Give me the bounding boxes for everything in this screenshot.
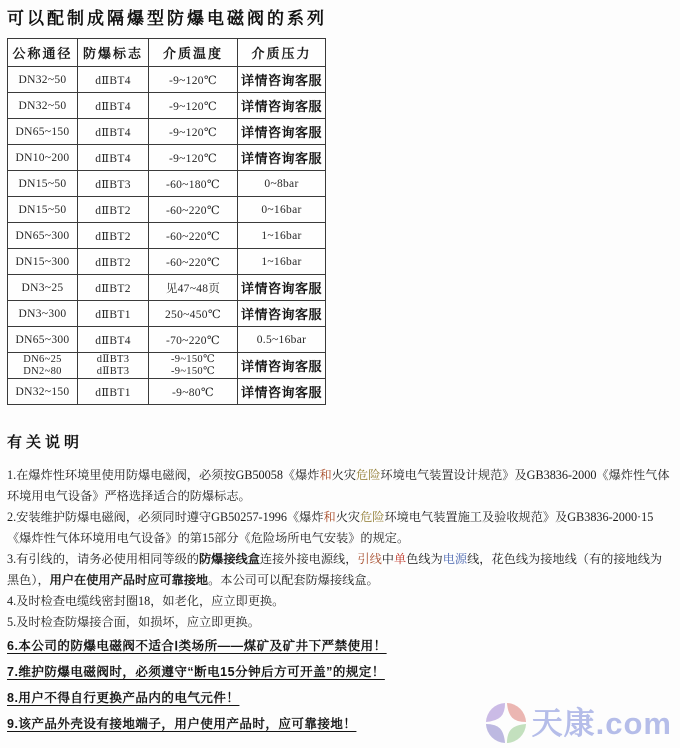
pressure-cell: 0~16bar bbox=[238, 197, 326, 223]
temp-cell: -60~220℃ bbox=[149, 223, 238, 249]
temp-cell: -60~220℃ bbox=[149, 197, 238, 223]
temp-cell: -9~80℃ bbox=[149, 379, 238, 405]
table-row bbox=[8, 67, 326, 93]
temp-cell: -60~180℃ bbox=[149, 171, 238, 197]
page-title: 可以配制成隔爆型防爆电磁阀的系列 bbox=[7, 9, 327, 28]
note-item: 7.维护防爆电磁阀时，必须遵守“断电15分钟后方可开盖”的规定！ bbox=[7, 665, 385, 679]
watermark-brand: 天康 bbox=[531, 705, 596, 741]
note-item: 3.有引线的，请务必使用相同等级的防爆接线盒连接外接电源线，引线中单色线为电源线，花色线为接地线（有的接地线为黑色），用户在使用产品时应可靠接地。本公司可以配套防爆接线盒。 bbox=[7, 552, 663, 587]
note-item: 1.在爆炸性环境里使用防爆电磁阀，必须按GB50058《爆炸和火灾危险环境电气装置设计规范》及GB3836-2000《爆炸性气体环境用电气设备》严格选择适合的防爆标志。 bbox=[7, 468, 670, 503]
mark-cell: dⅡBT1 bbox=[78, 301, 149, 327]
dn-cell: DN10~200 bbox=[8, 145, 78, 171]
note-item: 2.安装维护防爆电磁阀，必须同时遵守GB50257-1996《爆炸和火灾危险环境电气装置施工及验收规范》及GB3836-2000·15《爆炸性气体环境用电气设备》的第15部分《危险场所电气安装》的规定。 bbox=[7, 510, 654, 545]
note-item: 4.及时检查电缆线密封圈18，如老化，应立即更换。 bbox=[7, 594, 285, 608]
note-item: 6.本公司的防爆电磁阀不适合Ⅰ类场所——煤矿及矿井下严禁使用！ bbox=[7, 639, 387, 653]
pressure-cell: 详情咨询客服 bbox=[238, 145, 326, 171]
mark-cell: dⅡBT2 bbox=[78, 249, 149, 275]
pressure-cell: 0.5~16bar bbox=[238, 327, 326, 353]
notes-heading: 有关说明 bbox=[7, 434, 84, 451]
temp-cell: -60~220℃ bbox=[149, 249, 238, 275]
column-header: 防爆标志 bbox=[78, 39, 149, 67]
column-header: 介质温度 bbox=[149, 39, 238, 67]
mark-cell: dⅡBT3 dⅡBT3 bbox=[78, 353, 149, 379]
temp-cell: -9~120℃ bbox=[149, 93, 238, 119]
mark-cell: dⅡBT4 bbox=[78, 327, 149, 353]
notes-list bbox=[7, 465, 674, 737]
table-row bbox=[8, 379, 326, 405]
table-row bbox=[8, 223, 326, 249]
dn-cell: DN15~50 bbox=[8, 197, 78, 223]
notes-section bbox=[7, 431, 674, 737]
mark-cell: dⅡBT4 bbox=[78, 145, 149, 171]
mark-cell: dⅡBT1 bbox=[78, 379, 149, 405]
table-header-row bbox=[8, 39, 326, 67]
mark-cell: dⅡBT4 bbox=[78, 67, 149, 93]
pressure-cell: 1~16bar bbox=[238, 249, 326, 275]
mark-cell: dⅡBT4 bbox=[78, 93, 149, 119]
mark-cell: dⅡBT2 bbox=[78, 197, 149, 223]
note-item: 8.用户不得自行更换产品内的电气元件！ bbox=[7, 691, 240, 705]
temp-cell: 250~450℃ bbox=[149, 301, 238, 327]
note-item: 9.该产品外壳设有接地端子，用户使用产品时，应可靠接地！ bbox=[7, 717, 357, 731]
table-row bbox=[8, 301, 326, 327]
table-row bbox=[8, 145, 326, 171]
temp-cell: -9~150℃ -9~150℃ bbox=[149, 353, 238, 379]
dn-cell: DN15~300 bbox=[8, 249, 78, 275]
table-row bbox=[8, 93, 326, 119]
watermark bbox=[485, 702, 672, 744]
temp-cell: -70~220℃ bbox=[149, 327, 238, 353]
temp-cell: 见47~48页 bbox=[149, 275, 238, 301]
table-row bbox=[8, 327, 326, 353]
mark-cell: dⅡBT3 bbox=[78, 171, 149, 197]
mark-cell: dⅡBT2 bbox=[78, 275, 149, 301]
dn-cell: DN6~25 DN2~80 bbox=[8, 353, 78, 379]
pressure-cell: 详情咨询客服 bbox=[238, 93, 326, 119]
temp-cell: -9~120℃ bbox=[149, 119, 238, 145]
table-row bbox=[8, 197, 326, 223]
dn-cell: DN32~150 bbox=[8, 379, 78, 405]
table-row bbox=[8, 119, 326, 145]
pressure-cell: 0~8bar bbox=[238, 171, 326, 197]
dn-cell: DN32~50 bbox=[8, 67, 78, 93]
column-header: 公称通径 bbox=[8, 39, 78, 67]
valve-spec-table bbox=[7, 38, 326, 405]
pressure-cell: 详情咨询客服 bbox=[238, 379, 326, 405]
valve-table-body bbox=[8, 67, 326, 405]
watermark-domain: .com bbox=[595, 705, 672, 741]
dn-cell: DN65~300 bbox=[8, 327, 78, 353]
pressure-cell: 详情咨询客服 bbox=[238, 119, 326, 145]
dn-cell: DN32~50 bbox=[8, 93, 78, 119]
dn-cell: DN3~25 bbox=[8, 275, 78, 301]
watermark-text bbox=[531, 705, 672, 741]
temp-cell: -9~120℃ bbox=[149, 145, 238, 171]
table-row bbox=[8, 275, 326, 301]
pressure-cell: 详情咨询客服 bbox=[238, 67, 326, 93]
pressure-cell: 1~16bar bbox=[238, 223, 326, 249]
table-row bbox=[8, 353, 326, 379]
mark-cell: dⅡBT4 bbox=[78, 119, 149, 145]
note-item: 5.及时检查防爆接合面，如损坏，应立即更换。 bbox=[7, 615, 260, 629]
pressure-cell: 详情咨询客服 bbox=[238, 275, 326, 301]
pressure-cell: 详情咨询客服 bbox=[238, 353, 326, 379]
dn-cell: DN65~300 bbox=[8, 223, 78, 249]
temp-cell: -9~120℃ bbox=[149, 67, 238, 93]
dn-cell: DN65~150 bbox=[8, 119, 78, 145]
pressure-cell: 详情咨询客服 bbox=[238, 301, 326, 327]
table-row bbox=[8, 171, 326, 197]
dn-cell: DN3~300 bbox=[8, 301, 78, 327]
dn-cell: DN15~50 bbox=[8, 171, 78, 197]
tiankang-logo-icon bbox=[485, 702, 527, 744]
mark-cell: dⅡBT2 bbox=[78, 223, 149, 249]
column-header: 介质压力 bbox=[238, 39, 326, 67]
table-row bbox=[8, 249, 326, 275]
